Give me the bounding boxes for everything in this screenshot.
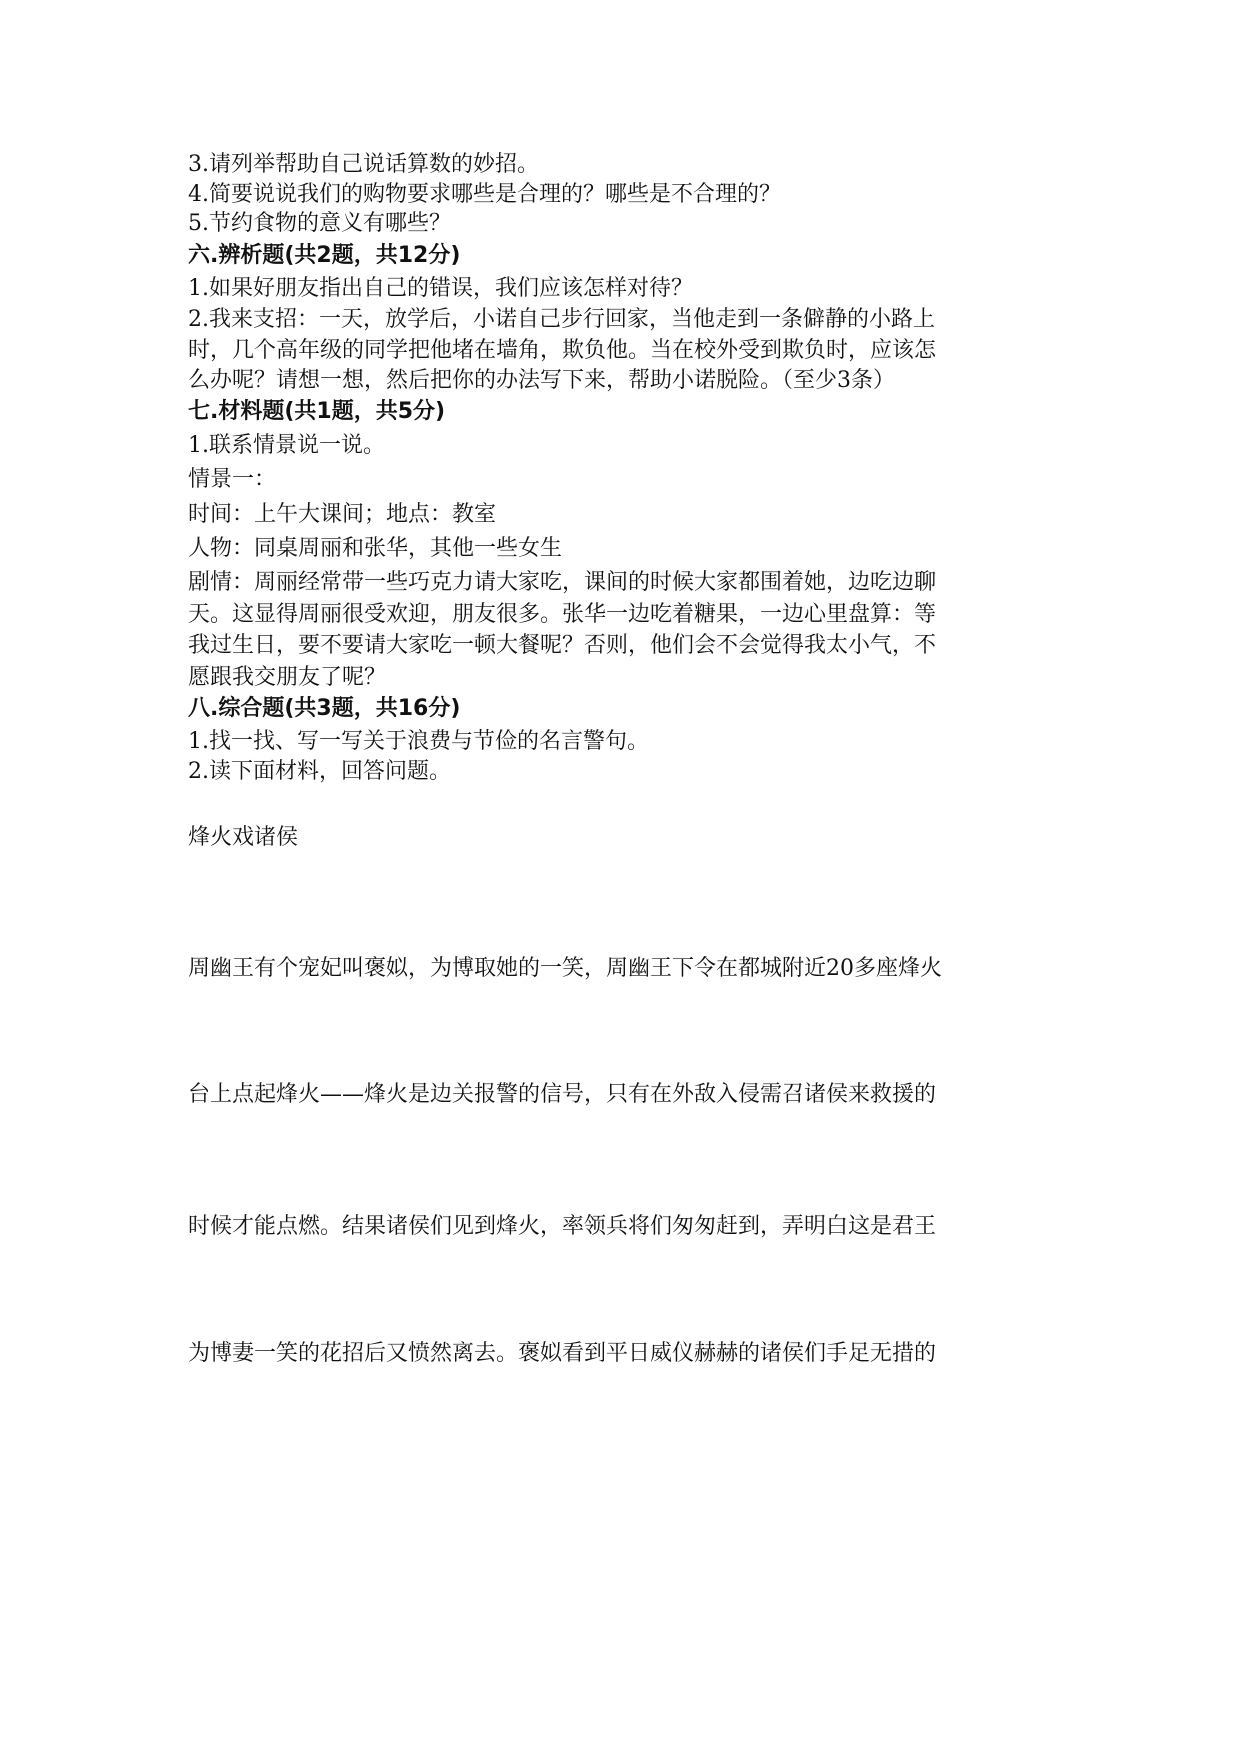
story-paragraph-line: 台上点起烽火——烽火是边关报警的信号，只有在外敌入侵需召诸侯来救援的 xyxy=(188,1082,937,1107)
question-5-3: 3.请列举帮助自己说话算数的妙招。 xyxy=(188,152,539,177)
question-6-2-line: 时，几个高年级的同学把他堵在墙角，欺负他。当在校外受到欺负时，应该怎 xyxy=(188,338,937,363)
scene-people: 人物：同桌周丽和张华，其他一些女生 xyxy=(188,536,563,561)
scene-plot-line: 愿跟我交朋友了呢？ xyxy=(188,665,387,690)
story-title: 烽火戏诸侯 xyxy=(188,825,299,850)
scene-plot-line: 天。这显得周丽很受欢迎，朋友很多。张华一边吃着糖果，一边心里盘算：等 xyxy=(188,602,937,627)
story-paragraph-line: 为博妻一笑的花招后又愤然离去。褒姒看到平日威仪赫赫的诸侯们手足无措的 xyxy=(188,1341,937,1366)
question-5-4: 4.简要说说我们的购物要求哪些是合理的？哪些是不合理的？ xyxy=(188,182,781,207)
question-6-2-line: 2.我来支招：一天，放学后，小诺自己步行回家，当他走到一条僻静的小路上 xyxy=(188,307,935,332)
scene-label: 情景一： xyxy=(188,467,277,492)
scene-plot-line: 剧情：周丽经常带一些巧克力请大家吃，课间的时候大家都围着她，边吃边聊 xyxy=(188,570,937,595)
section-6-heading: 六.辨析题(共2题，共12分) xyxy=(188,243,461,268)
question-7-1: 1.联系情景说一说。 xyxy=(188,433,385,458)
scene-plot-line: 我过生日，要不要请大家吃一顿大餐呢？否则，他们会不会觉得我太小气，不 xyxy=(188,633,937,658)
question-8-2: 2.读下面材料，回答问题。 xyxy=(188,759,451,784)
question-6-2-line: 么办呢？请想一想，然后把你的办法写下来，帮助小诺脱险。（至少3条） xyxy=(188,368,895,393)
section-8-heading: 八.综合题(共3题，共16分) xyxy=(188,696,461,721)
question-5-5: 5.节约食物的意义有哪些？ xyxy=(188,211,451,236)
question-8-1: 1.找一找、写一写关于浪费与节俭的名言警句。 xyxy=(188,729,649,754)
section-7-heading: 七.材料题(共1题，共5分) xyxy=(188,399,446,424)
scene-time-place: 时间：上午大课间；地点：教室 xyxy=(188,502,497,527)
story-paragraph-line: 时候才能点燃。结果诸侯们见到烽火，率领兵将们匆匆赶到，弄明白这是君王 xyxy=(188,1214,937,1239)
story-paragraph-line: 周幽王有个宠妃叫褒姒，为博取她的一笑，周幽王下令在都城附近20多座烽火 xyxy=(188,956,942,981)
question-6-1: 1.如果好朋友指出自己的错误，我们应该怎样对待？ xyxy=(188,276,693,301)
